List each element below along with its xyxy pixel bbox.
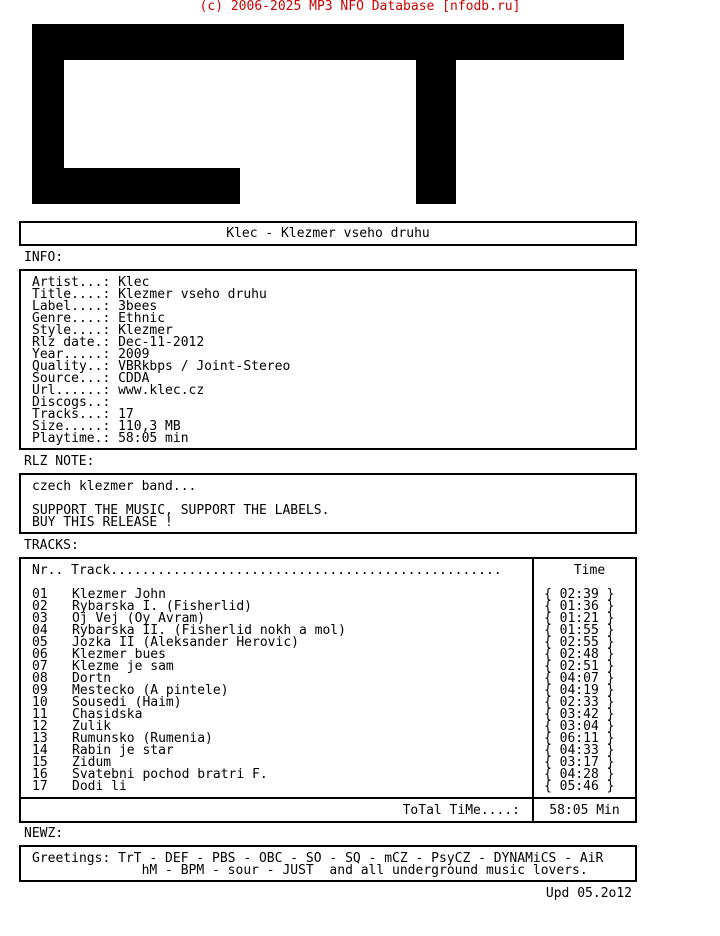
greetings-line: Greetings: TrT - DEF - PBS - OBC - SO - SQ - mCZ - PsyCZ - DYNAMiCS - AiR — [32, 851, 604, 866]
info-line: Size.....: 110,3 MB — [32, 419, 181, 434]
release-title-box — [19, 221, 637, 246]
tracks-footer-divider — [21, 797, 635, 799]
track-time: { 04:19 } — [544, 683, 615, 698]
track-title: Svatebni pochod bratri F. — [72, 767, 268, 782]
greetings-lines — [32, 853, 603, 877]
track-number: 04 — [32, 623, 48, 638]
track-number: 02 — [32, 599, 48, 614]
total-time-label: ToTal TiMe....: — [402, 803, 520, 818]
track-title: Rybarska I. (Fisherlid) — [72, 599, 253, 614]
track-time: { 01:36 } — [544, 599, 615, 614]
track-title: Klezmer bues — [72, 647, 166, 662]
greetings-box — [19, 845, 637, 882]
track-title: Mestecko (A pintele) — [72, 683, 229, 698]
track-number: 07 — [32, 659, 48, 674]
track-title: Jozka II (Aleksander Herovic) — [72, 635, 299, 650]
info-line: Title....: Klezmer vseho druhu — [32, 287, 267, 302]
rlz-note-box — [19, 473, 637, 534]
track-row — [32, 781, 522, 793]
info-lines — [32, 277, 290, 445]
time-list — [544, 589, 614, 793]
greetings-line: hM - BPM - sour - JUST and all underground music lovers. — [32, 863, 588, 878]
track-title: Rybarska II. (Fisherlid nokh a mol) — [72, 623, 346, 638]
logo-top-bar — [32, 24, 624, 60]
track-number: 16 — [32, 767, 48, 782]
track-time: { 02:39 } — [544, 587, 615, 602]
info-line: Tracks...: 17 — [32, 407, 134, 422]
track-number: 12 — [32, 719, 48, 734]
track-number: 10 — [32, 695, 48, 710]
track-number: 03 — [32, 611, 48, 626]
newz-label: NEWZ: — [24, 826, 64, 841]
info-line: Label....: 3bees — [32, 299, 158, 314]
track-title: Klezme je sam — [72, 659, 174, 674]
rlz-note-label: RLZ NOTE: — [24, 454, 95, 469]
track-number: 01 — [32, 587, 48, 602]
release-title: Klec - Klezmer vseho druhu — [226, 226, 430, 241]
info-line: Genre....: Ethnic — [32, 311, 166, 326]
track-time: { 03:04 } — [544, 719, 615, 734]
rlz-note-line: czech klezmer band... — [32, 479, 197, 494]
track-time: { 04:07 } — [544, 671, 615, 686]
info-line: Style....: Klezmer — [32, 323, 173, 338]
track-number: 17 — [32, 779, 48, 794]
info-line: Source...: CDDA — [32, 371, 150, 386]
info-line: Artist...: Klec — [32, 275, 150, 290]
track-list — [32, 589, 522, 793]
track-time: { 04:33 } — [544, 743, 615, 758]
info-line: Quality..: VBRkbps / Joint-Stereo — [32, 359, 291, 374]
track-title: Chasidska — [72, 707, 143, 722]
track-number: 06 — [32, 647, 48, 662]
track-title: Zidum — [72, 755, 112, 770]
track-time: { 02:55 } — [544, 635, 615, 650]
track-number: 11 — [32, 707, 48, 722]
track-time: { 03:42 } — [544, 707, 615, 722]
track-title: Zulik — [72, 719, 112, 734]
tracks-box — [19, 557, 637, 823]
track-title: Dodi li — [72, 779, 127, 794]
info-box — [19, 269, 637, 450]
info-line: Url......: www.klec.cz — [32, 383, 205, 398]
track-number: 15 — [32, 755, 48, 770]
tracks-header: Nr.. Track.................................................. — [32, 563, 502, 578]
track-time: { 01:21 } — [544, 611, 615, 626]
track-number: 05 — [32, 635, 48, 650]
tracks-label: TRACKS: — [24, 538, 79, 553]
rlz-note-lines — [32, 481, 329, 529]
track-time: { 01:55 } — [544, 623, 615, 638]
track-title: Oj Vej (Oy Avram) — [72, 611, 206, 626]
info-line: Year.....: 2009 — [32, 347, 150, 362]
track-title: Dortn — [72, 671, 112, 686]
track-time: { 05:46 } — [544, 779, 615, 794]
logo-bottom-stroke — [32, 168, 240, 204]
rlz-note-line: BUY THIS RELEASE ! — [32, 515, 173, 530]
track-number: 08 — [32, 671, 48, 686]
tracks-column-divider — [532, 559, 534, 821]
track-number: 13 — [32, 731, 48, 746]
track-number: 14 — [32, 743, 48, 758]
track-time: { 04:28 } — [544, 767, 615, 782]
copyright-banner: (c) 2006-2025 MP3 NFO Database [nfodb.ru] — [199, 0, 521, 14]
track-time: { 03:17 } — [544, 755, 615, 770]
track-title: Rabin je star — [72, 743, 174, 758]
logo-right-stroke — [416, 24, 456, 204]
track-time: { 06:11 } — [544, 731, 615, 746]
info-label: INFO: — [24, 250, 64, 265]
track-time: { 02:33 } — [544, 695, 615, 710]
info-line: Rlz date.: Dec-11-2012 — [32, 335, 205, 350]
info-line: Playtime.: 58:05 min — [32, 431, 189, 446]
total-time-value: 58:05 Min — [549, 803, 620, 818]
info-line: Discogs..: — [32, 395, 111, 410]
track-title: Klezmer John — [72, 587, 166, 602]
track-number: 09 — [32, 683, 48, 698]
rlz-note-line: SUPPORT THE MUSIC, SUPPORT THE LABELS. — [32, 503, 330, 518]
update-stamp: Upd 05.2o12 — [545, 886, 632, 901]
track-time: { 02:51 } — [544, 659, 615, 674]
track-title: Sousedi (Haim) — [72, 695, 182, 710]
track-title: Rumunsko (Rumenia) — [72, 731, 213, 746]
time-header: Time — [573, 563, 606, 578]
track-time: { 02:48 } — [544, 647, 615, 662]
